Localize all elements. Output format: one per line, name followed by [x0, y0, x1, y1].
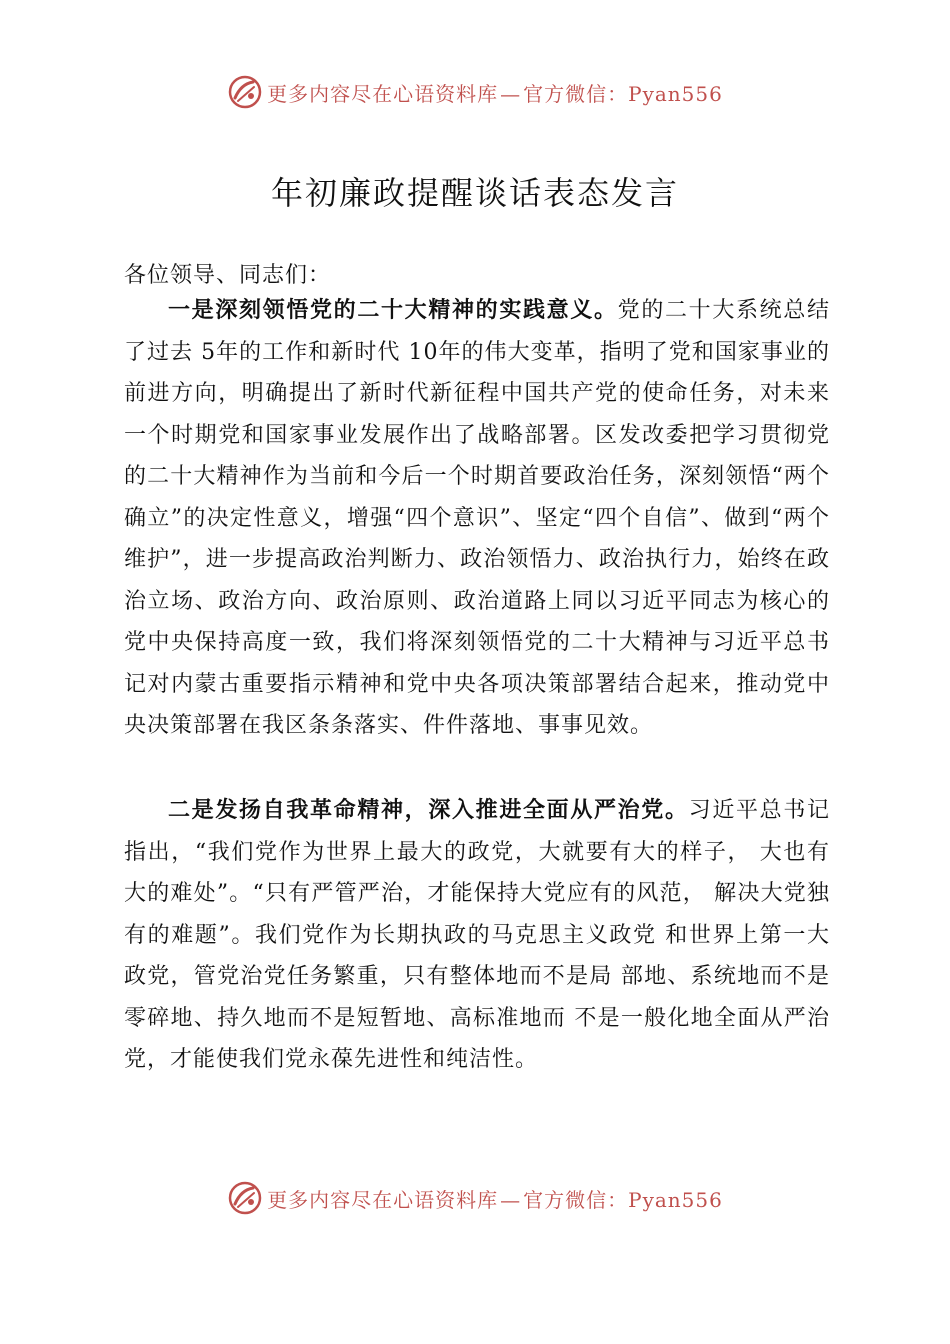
watermark-banner-bottom [0, 1176, 950, 1220]
paragraph-lead: 一是深刻领悟党的二十大精神的实践意义。 [168, 298, 618, 323]
watermark-text: 更多内容尽在心语资料库 — 官方微信：Pyan556 [267, 1187, 723, 1212]
salutation: 各位领导、同志们： [124, 263, 332, 288]
watermark-banner-top [0, 70, 950, 114]
document-title: 年初廉政提醒谈话表态发言 [270, 174, 679, 212]
watermark-text: 更多内容尽在心语资料库 — 官方微信：Pyan556 [267, 81, 723, 106]
paragraph-body: 习近平总书记指出，“我们党作为世界上最大的政党，大就要有大的样子， 大也有大的难处”。“只有严管严治，才能保持大党应有的风范， 解决大党独有的难题”。我们党作为长期执政的马克思主义政党 和世界上第一大政党，管党治党任务繁重，只有整体地而不是局 部地、系统地而不是零碎地、持久地而不是短暂地、高标准地而 不是一般化地全面从严治党，才能使我们党永葆先进性和纯洁性。 [124, 798, 830, 1072]
brand-logo-icon [227, 74, 263, 110]
paragraph-body: 党的二十大系统总结了过去 5年的工作和新时代 10年的伟大变革，指明了党和国家事业的前进方向，明确提出了新时代新征程中国共产党的使命任务，对未来一个时期党和国家事业发展作出了战略部署。区发改委把学习贯彻党的二十大精神作为当前和今后一个时期首要政治任务，深刻领悟“两个确立”的决定性意义，增强“四个意识”、坚定“四个自信”、做到“两个维护”，进一步提高政治判断力、政治领悟力、政治执行力，始终在政治立场、政治方向、政治原则、政治道路上同以习近平同志为核心的党中央保持高度一致，我们将深刻领悟党的二十大精神与习近平总书记对内蒙古重要指示精神和党中央各项决策部署结合起来，推动党中央决策部署在我区条条落实、件件落地、事事见效。 [124, 298, 830, 738]
paragraph-1 [124, 290, 830, 747]
paragraph-2 [124, 790, 830, 1081]
paragraph-lead: 二是发扬自我革命精神，深入推进全面从严治党。 [168, 798, 689, 823]
brand-logo-icon [227, 1180, 263, 1216]
